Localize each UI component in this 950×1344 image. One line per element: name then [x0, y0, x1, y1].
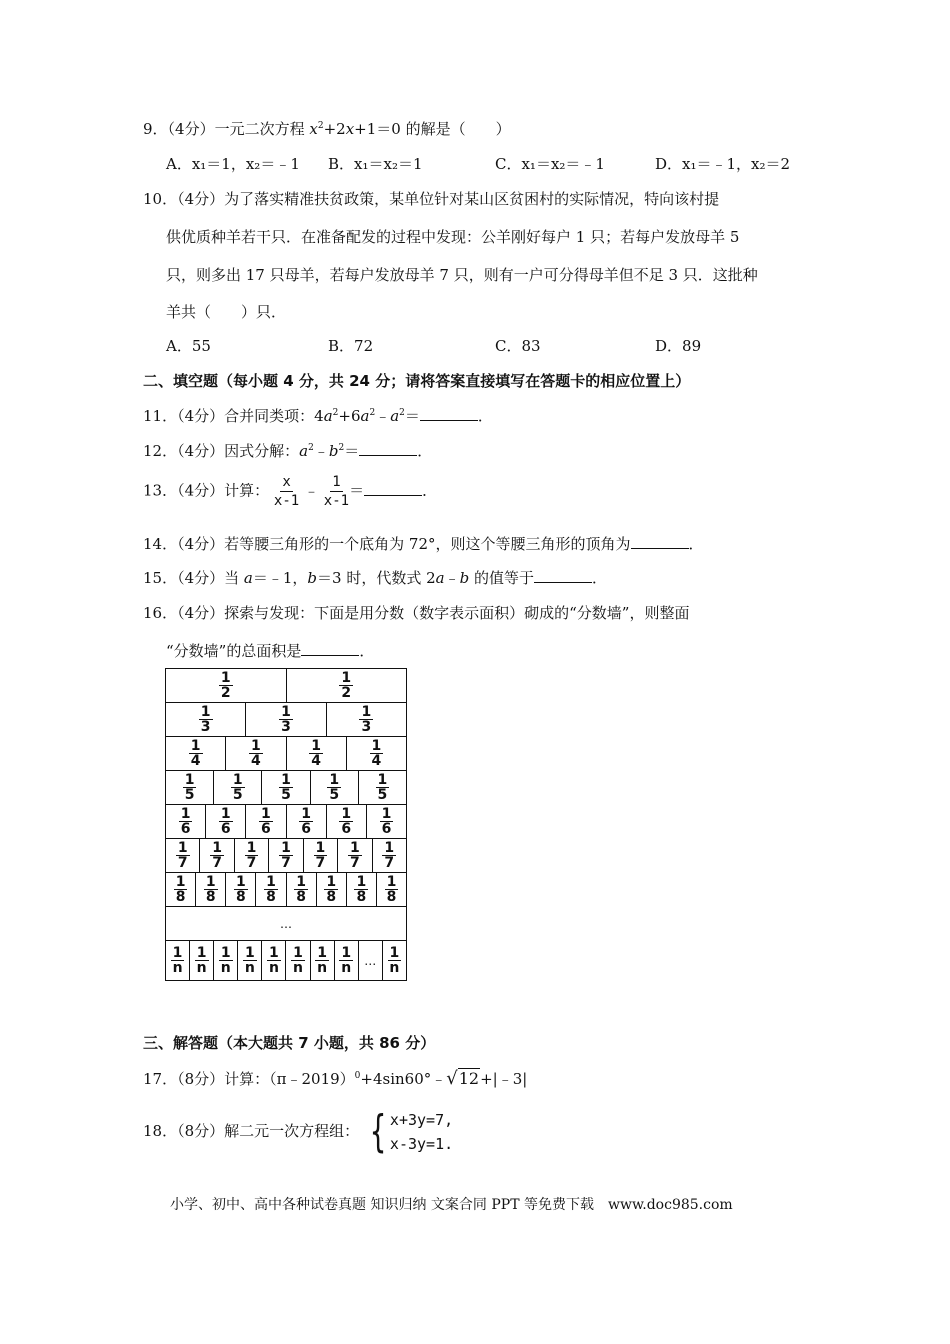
q10-option-a: A．55 [166, 337, 211, 355]
q13-fraction-1: $\frac{x}{x-1}$ [273, 474, 300, 509]
q13-answer-blank [364, 483, 422, 496]
wall-cell: 1 4 [371, 738, 382, 769]
wall-cell: 1 8 [196, 873, 226, 906]
page-footer: 小学、初中、高中各种试卷真题 知识归纳 文案合同 PPT 等免费下载 www.doc985.com [170, 1197, 733, 1213]
wall-row-5 [166, 771, 406, 805]
q17-prefix: 17．（8分）计算：（π﹣2019） [143, 1070, 355, 1088]
q11-prefix: 11．（4分）合并同类项： [143, 407, 315, 425]
question-15: 15．（4分）当 a＝﹣1，b＝3 时，代数式 2a﹣b 的值等于 ． [143, 569, 608, 587]
q17-radicand: 12 [458, 1069, 480, 1088]
q12-prefix: 12．（4分）因式分解： [143, 442, 300, 460]
q14-answer-blank [631, 536, 689, 549]
wall-cell: 1 n [166, 941, 190, 980]
wall-cell: 1 7 [304, 839, 338, 872]
section-2-heading: 二、填空题（每小题 4 分，共 24 分；请将答案直接填写在答题卡的相应位置上） [143, 372, 691, 390]
wall-row-n [166, 941, 406, 980]
brace-icon: { [369, 1106, 387, 1157]
wall-row-2 [166, 669, 406, 703]
equation-1: x+3y=7, [389, 1111, 454, 1129]
wall-cell: 1 4 [166, 737, 226, 770]
q16-line-1: 16．（4分）探索与发现：下面是用分数（数字表示面积）砌成的“分数墙”，则整面 [143, 604, 690, 622]
sqrt-symbol: √ [446, 1068, 458, 1089]
wall-cell: 1 5 [262, 771, 310, 804]
wall-cell: 1 5 [166, 771, 214, 804]
q15-prefix: 15．（4分）当 [143, 569, 244, 587]
wall-cell: 1 8 [166, 873, 196, 906]
q14-text: 14．（4分）若等腰三角形的一个底角为 72°，则这个等腰三角形的顶角为 [143, 535, 631, 553]
wall-cell: 1 8 [347, 873, 377, 906]
wall-cell: 1 n [286, 941, 310, 980]
wall-cell: 1 6 [381, 806, 392, 837]
wall-cell: 1 8 [317, 873, 347, 906]
q18-prefix: 18．（8分）解二元一次方程组： [143, 1122, 360, 1140]
q9-prefix: 9．（4分）一元二次方程 [143, 120, 310, 138]
question-13: 13．（4分）计算： $\frac{x}{x-1}$ ﹣ $\frac{1}{x-1}$ ＝ ． [143, 474, 438, 509]
wall-row-7 [166, 839, 406, 873]
q17-suffix: +|﹣3| [480, 1070, 528, 1088]
wall-row-3 [166, 703, 406, 737]
wall-row-4 [166, 737, 406, 771]
wall-cell: 1 7 [384, 840, 395, 871]
equation-system [364, 1108, 453, 1156]
wall-cell: 1 3 [246, 703, 326, 736]
wall-cell: 1 3 [166, 703, 246, 736]
q9-suffix: 的解是（ ） [405, 120, 511, 138]
wall-cell: 1 7 [269, 839, 303, 872]
wall-cell: 1 n [238, 941, 262, 980]
wall-cell: 1 4 [226, 737, 286, 770]
question-18 [143, 1108, 453, 1156]
fraction-wall [165, 668, 407, 981]
q13-fraction-2: $\frac{1}{x-1}$ [323, 474, 350, 509]
wall-cell: 1 n [389, 945, 400, 976]
wall-cell: 1 3 [361, 704, 372, 735]
q9-option-d: D．x₁＝﹣1，x₂＝2 [655, 155, 791, 173]
wall-cell: 1 2 [341, 670, 352, 701]
wall-cell: 1 8 [386, 874, 397, 905]
wall-cell: 1 7 [200, 839, 234, 872]
q10-line-1: 10．（4分）为了落实精准扶贫政策，某单位针对某山区贫困村的实际情况，特向该村提 [143, 190, 720, 208]
q15-answer-blank [534, 570, 592, 583]
wall-row-ellipsis: … [166, 907, 406, 941]
wall-cell: 1 2 [166, 669, 287, 702]
wall-row-8 [166, 873, 406, 907]
wall-cell: 1 n [262, 941, 286, 980]
q16-line-2-text: “分数墙”的总面积是 [166, 642, 302, 660]
q10-line-3: 只，则多出 17 只母羊，若每户发放母羊 7 只，则有一户可分得母羊但不足 3 只．这批种 [166, 266, 758, 284]
wall-cell: 1 8 [226, 873, 256, 906]
question-9: 9．（4分）一元二次方程 $x^2+2x+1=0$ 的解是（ ） [143, 120, 511, 138]
wall-cell: 1 7 [338, 839, 372, 872]
wall-cell: 1 8 [287, 873, 317, 906]
question-17: 17．（8分）计算：（π﹣2019）$^0$+4sin60°﹣√12+|﹣3| [143, 1068, 528, 1089]
q9-option-c: C．x₁＝x₂＝﹣1 [495, 155, 605, 173]
wall-cell: 1 6 [327, 805, 367, 838]
q10-line-4: 羊共（ ）只． [166, 303, 287, 321]
q15-suffix: 的值等于 [469, 569, 534, 587]
wall-cell: 1 6 [287, 805, 327, 838]
wall-cell: 1 7 [235, 839, 269, 872]
wall-cell: 1 n [335, 941, 359, 980]
q11-answer-blank [420, 408, 478, 421]
wall-cell: 1 6 [206, 805, 246, 838]
wall-cell: 1 n [214, 941, 238, 980]
wall-cell: 1 5 [214, 771, 262, 804]
question-11: 11．（4分）合并同类项：$4a^2+6a^2﹣a^2=$ ． [143, 407, 493, 425]
q12-answer-blank [359, 443, 417, 456]
wall-row-6 [166, 805, 406, 839]
section-3-heading: 三、解答题（本大题共 7 小题，共 86 分） [143, 1034, 436, 1052]
question-12: 12．（4分）因式分解：$a^2﹣b^2=$ ． [143, 442, 433, 460]
question-14: 14．（4分）若等腰三角形的一个底角为 72°，则这个等腰三角形的顶角为 ． [143, 535, 704, 553]
wall-cell: 1 6 [166, 805, 206, 838]
q10-option-c: C．83 [495, 337, 541, 355]
wall-cell-ellipsis: … [359, 941, 383, 980]
q10-line-2: 供优质种羊若干只．在准备配发的过程中发现：公羊刚好每户 1 只；若每户发放母羊 5 [166, 228, 740, 246]
equation-2: x-3y=1. [389, 1135, 454, 1153]
q10-option-b: B．72 [328, 337, 374, 355]
wall-cell: 1 4 [287, 737, 347, 770]
q10-option-d: D．89 [655, 337, 702, 355]
wall-cell: 1 5 [311, 771, 359, 804]
wall-cell: 1 n [190, 941, 214, 980]
q13-prefix: 13．（4分）计算： [143, 481, 270, 500]
q16-line-2: “分数墙”的总面积是 ． [166, 642, 375, 660]
wall-cell: 1 7 [166, 839, 200, 872]
q9-option-a: A．x₁＝1，x₂＝﹣1 [166, 155, 300, 173]
q9-option-b: B．x₁＝x₂＝1 [328, 155, 423, 173]
wall-cell: 1 n [311, 941, 335, 980]
q16-answer-blank [301, 643, 359, 656]
wall-cell: 1 8 [256, 873, 286, 906]
wall-cell: 1 6 [246, 805, 286, 838]
wall-cell: 1 5 [377, 772, 388, 803]
q17-mid: +4sin60°﹣ [360, 1070, 447, 1088]
